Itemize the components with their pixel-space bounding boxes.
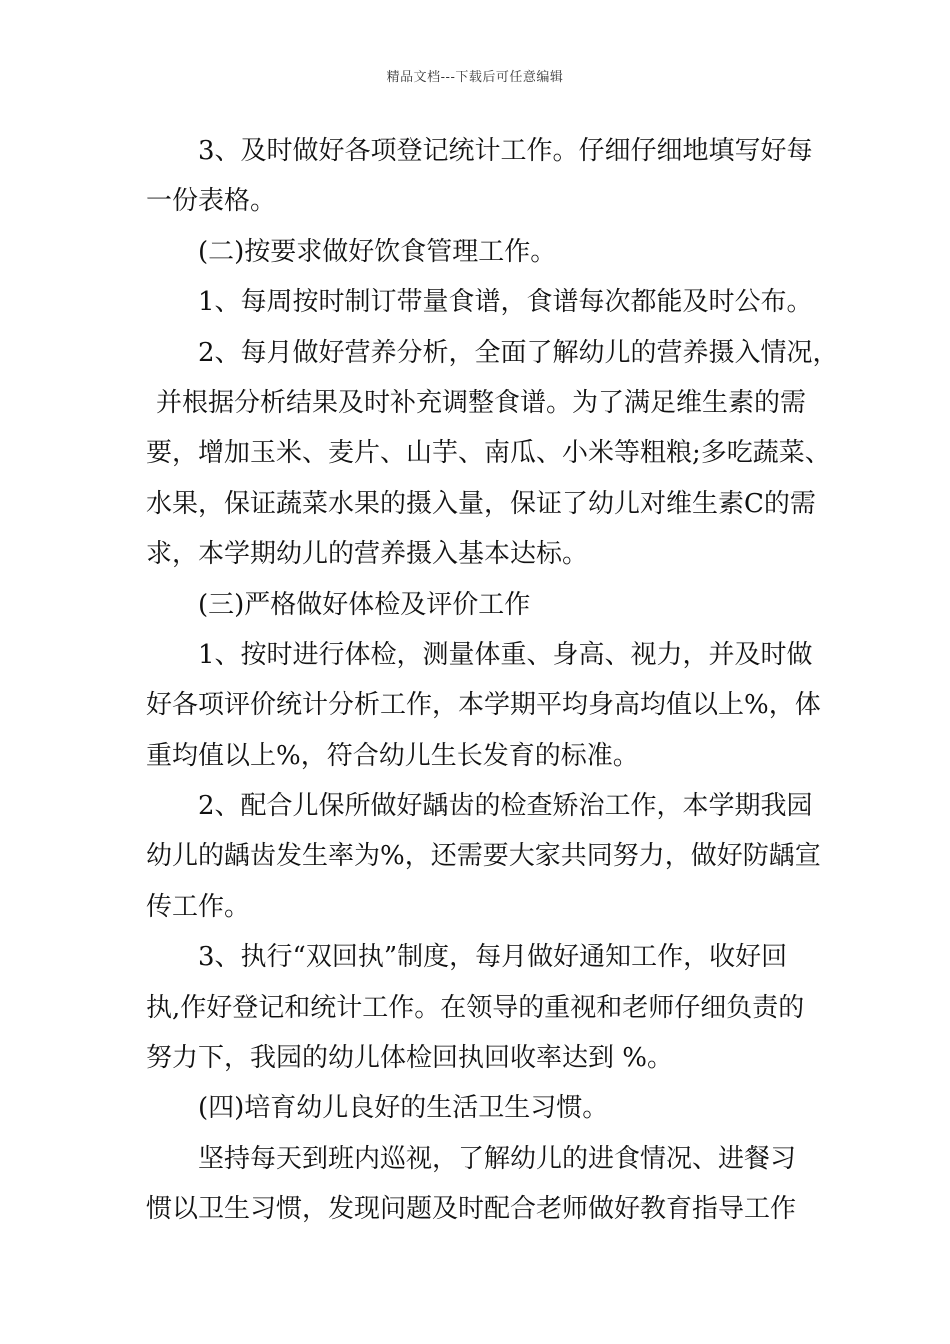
text-line: 水果，保证蔬菜水果的摄入量，保证了幼儿对维生素C的需	[146, 488, 816, 519]
text-line: 幼儿的龋齿发生率为%，还需要大家共同努力，做好防龋宣	[146, 841, 821, 872]
text-line: 坚持每天到班内巡视，了解幼儿的进食情况、进餐习	[198, 1143, 797, 1174]
text-line: 1、每周按时制订带量食谱，食谱每次都能及时公布。	[198, 287, 813, 318]
text-line: (二)按要求做好饮食管理工作。	[198, 236, 557, 267]
text-line: 一份表格。	[146, 186, 277, 217]
text-line: 3、执行“双回执”制度，每月做好通知工作，收好回	[198, 942, 788, 973]
text-line: (三)严格做好体检及评价工作	[198, 589, 531, 620]
text-line: 重均值以上%，符合幼儿生长发育的标准。	[146, 740, 639, 771]
text-line: 执,作好登记和统计工作。在领导的重视和老师仔细负责的	[146, 992, 805, 1023]
text-line: 3、及时做好各项登记统计工作。仔细仔细地填写好每	[198, 136, 813, 166]
text-line: 传工作。	[146, 891, 251, 922]
text-line: 2、每月做好营养分析，全面了解幼儿的营养摄入情况，	[198, 337, 839, 368]
text-line: 惯以卫生习惯，发现问题及时配合老师做好教育指导工作	[146, 1194, 797, 1225]
text-line: 好各项评价统计分析工作，本学期平均身高均值以上%，体	[146, 690, 821, 721]
text-line: 并根据分析结果及时补充调整食谱。为了满足维生素的需	[156, 387, 807, 418]
text-line: 求，本学期幼儿的营养摄入基本达标。	[146, 539, 589, 570]
text-line: (四)培育幼儿良好的生活卫生习惯。	[198, 1093, 609, 1124]
text-line: 努力下，我园的幼儿体检回执回收率达到 %。	[146, 1043, 673, 1074]
text-line: 要，增加玉米、麦片、山芋、南瓜、小米等粗粮;多吃蔬菜、	[146, 438, 831, 469]
text-line: 2、配合儿保所做好龋齿的检查矫治工作，本学期我园	[198, 791, 813, 822]
document-body	[146, 126, 839, 1235]
text-line: 1、按时进行体检，测量体重、身高、视力，并及时做	[198, 639, 813, 670]
page-header: 精品文档---下载后可任意编辑	[386, 70, 564, 85]
